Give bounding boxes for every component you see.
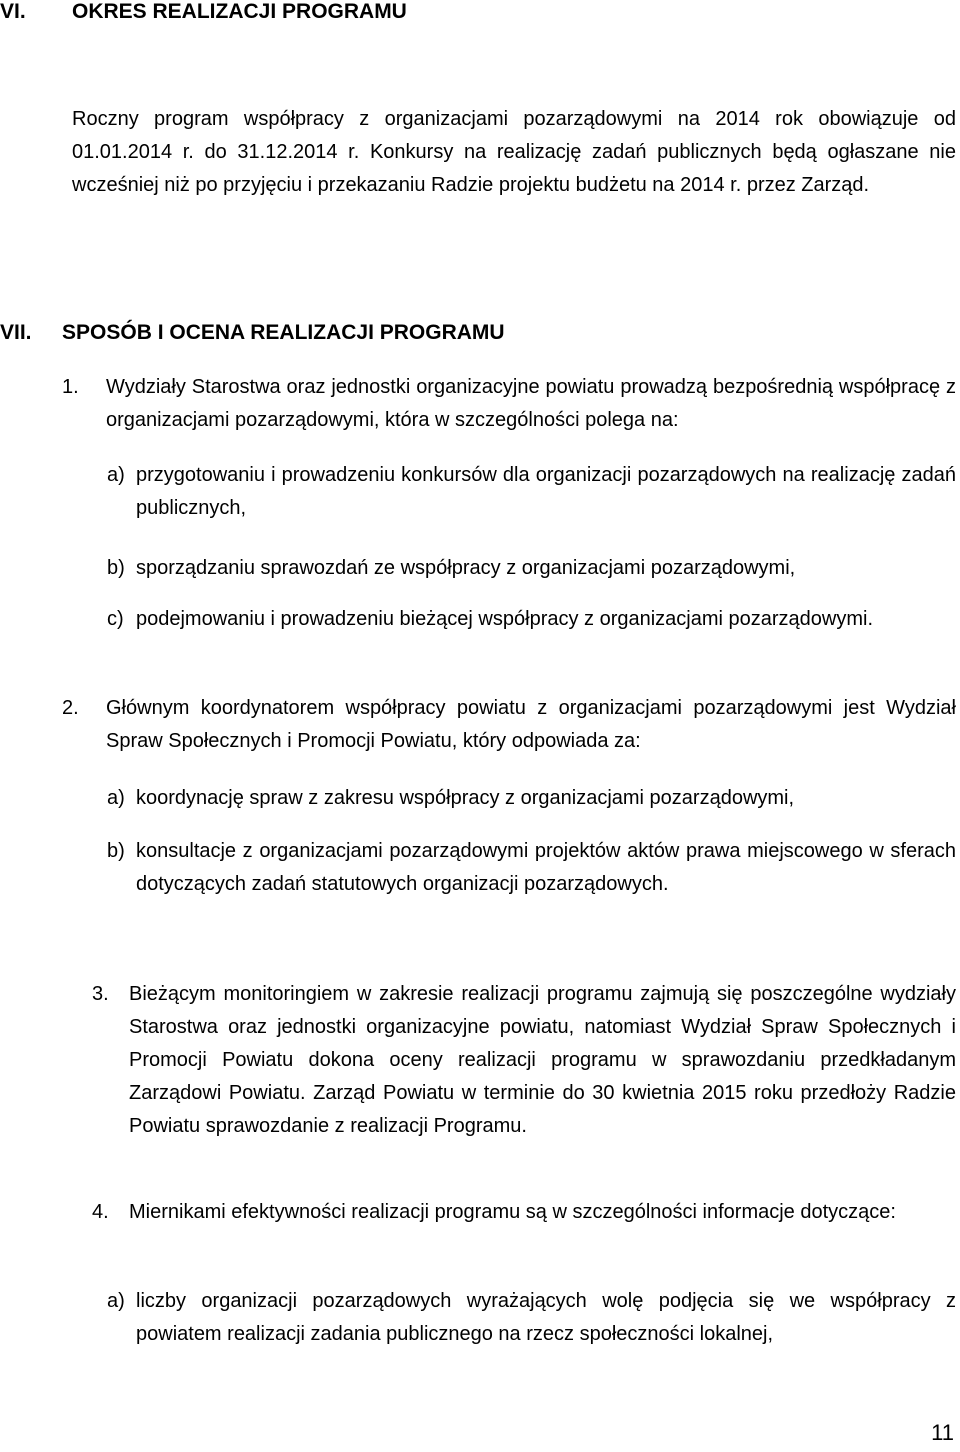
- sub-item-text: liczby organizacji pozarządowych wyrażających wolę podjęcia się we współpracy z powiatem realizacji zadania publicznego na rzecz społeczności lokalnej,: [136, 1290, 956, 1345]
- sub-item-label: c): [107, 608, 124, 630]
- sub-item: [107, 459, 956, 525]
- list-item: [62, 692, 956, 758]
- sub-item: [107, 603, 956, 636]
- section-heading-vi: [0, 0, 960, 26]
- sub-item-label: a): [107, 1290, 125, 1312]
- sub-item: [107, 835, 956, 901]
- sub-item-text: konsultacje z organizacjami pozarządowymi projektów aktów prawa miejscowego w sferach dotyczących zadań statutowych organizacji pozarządowych.: [136, 840, 956, 895]
- list-item: [92, 1196, 956, 1229]
- item-text: Wydziały Starostwa oraz jednostki organizacyjne powiatu prowadzą bezpośrednią współpracę z organizacjami pozarządowymi, która w szczególności polega na:: [106, 376, 956, 431]
- item-text: Głównym koordynatorem współpracy powiatu z organizacjami pozarządowymi jest Wydział Spraw Społecznych i Promocji Powiatu, który odpowiada za:: [106, 697, 956, 752]
- sub-item: [107, 782, 956, 815]
- item-number: 3.: [92, 983, 109, 1005]
- sub-item-label: a): [107, 464, 125, 486]
- sub-item-text: sporządzaniu sprawozdań ze współpracy z organizacjami pozarządowymi,: [136, 557, 796, 579]
- item-number: 1.: [62, 376, 79, 398]
- section-vi-paragraph: Roczny program współpracy z organizacjami pozarządowymi na 2014 rok obowiązuje od 01.01.2014 r. do 31.12.2014 r. Konkursy na realizację zadań publicznych będą ogłaszane nie wcześniej niż po przyjęciu i przekazaniu Radzie projektu budżetu na 2014 r. przez Zarząd.: [72, 108, 956, 196]
- item-number: 2.: [62, 697, 79, 719]
- item-text: Miernikami efektywności realizacji programu są w szczególności informacje dotyczące:: [129, 1201, 896, 1223]
- item-number: 4.: [92, 1201, 109, 1223]
- section-number: VII.: [0, 321, 32, 344]
- section-title: SPOSÓB I OCENA REALIZACJI PROGRAMU: [62, 321, 505, 344]
- sub-item-text: podejmowaniu i prowadzeniu bieżącej współpracy z organizacjami pozarządowymi.: [136, 608, 874, 630]
- sub-item: [107, 1285, 956, 1351]
- sub-item-label: b): [107, 557, 125, 579]
- section-heading-vii: [0, 321, 960, 347]
- section-title: OKRES REALIZACJI PROGRAMU: [72, 0, 407, 23]
- section-number: VI.: [0, 0, 26, 23]
- page-number: 11: [931, 1420, 954, 1445]
- item-text: Bieżącym monitoringiem w zakresie realizacji programu zajmują się poszczególne wydziały Starostwa oraz jednostki organizacyjne powiatu, natomiast Wydział Spraw Społecznych i Promocji Powiatu dokona oceny realizacji programu w sprawozdaniu przedkładanym Zarządowi Powiatu. Zarząd Powiatu w terminie do 30 kwietnia 2015 roku przedłoży Radzie Powiatu sprawozdanie z realizacji Programu.: [129, 983, 956, 1137]
- sub-item-text: przygotowaniu i prowadzeniu konkursów dla organizacji pozarządowych na realizację zadań publicznych,: [136, 464, 956, 519]
- sub-item: [107, 552, 956, 585]
- sub-item-text: koordynację spraw z zakresu współpracy z organizacjami pozarządowymi,: [136, 787, 795, 809]
- sub-item-label: b): [107, 840, 125, 862]
- sub-item-label: a): [107, 787, 125, 809]
- list-item: [92, 978, 956, 1143]
- list-item: [62, 371, 956, 437]
